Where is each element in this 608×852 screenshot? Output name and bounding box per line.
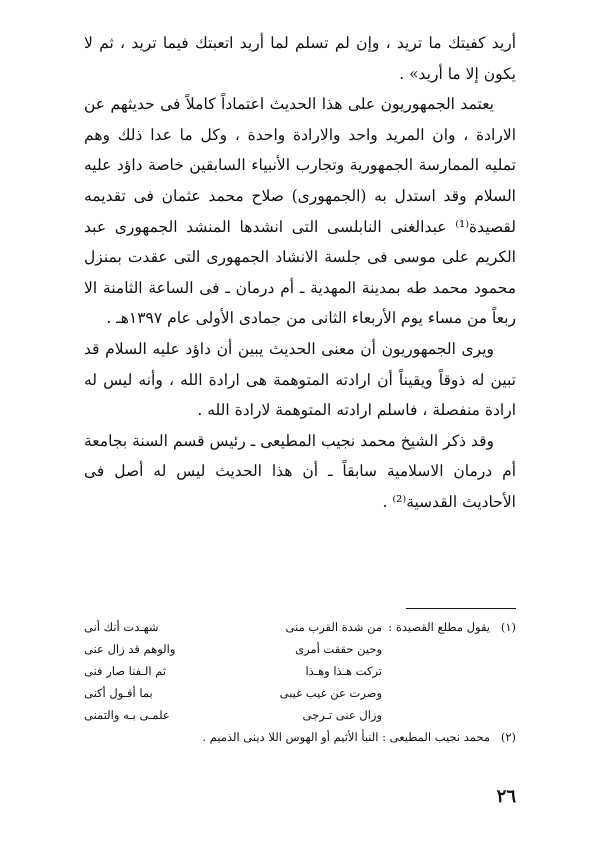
footnote-2 <box>84 726 516 748</box>
verse-first-hemistich: وزال عنى تـرجى <box>302 708 382 722</box>
verse-second-hemistich: والوهم قد زال عنى <box>84 642 176 656</box>
footnote-1 <box>84 616 516 638</box>
verse-second-hemistich: شهـدت أنك أنى <box>84 620 159 634</box>
verse-line <box>84 638 382 660</box>
footnotes <box>84 616 516 748</box>
verse-line <box>84 660 382 682</box>
verse-second-hemistich: علمـى بـه والتمنى <box>84 708 170 722</box>
paragraph: ويرى الجمهوريون أن معنى الحديث يبين أن داؤد عليه السلام قد تبين له ذوقاً ويقيناً أن ارادته المتوهمة هى ارادة الله ، وأنه ليس له ارادة منفصلة ، فاسلم ارادته المتوهمة لارادة الله . <box>84 339 516 420</box>
main-text <box>84 28 516 518</box>
page-number: ٢٦ <box>496 786 516 807</box>
footnote-lead: يقول مطلع القصيدة : <box>388 620 490 634</box>
paragraph: أريد كفيتك ما تريد ، وإن لم تسلم لما أريد اتعبتك فيما تريد ، ثم لا يكون إلا ما أريد» . <box>84 34 516 83</box>
verse-line <box>84 616 382 638</box>
footnote-marker: (١) <box>500 620 516 634</box>
verse-second-hemistich: بما أقـول أكنى <box>84 686 153 700</box>
paragraph: وقد ذكر الشيخ محمد نجيب المطيعى ـ رئيس قسم السنة بجامعة أم درمان الاسلامية سابقاً ـ أن هذا الحديث ليس له أصل فى الأحاديث القدسية⁽²⁾ . <box>84 431 516 511</box>
verse-first-hemistich: تركت هـذا وهـذا <box>305 664 382 678</box>
verse-second-hemistich: ثم الـفنا صار فنى <box>84 664 167 678</box>
verse-first-hemistich: وصرت عن غيب غيبى <box>279 686 382 700</box>
verse-line <box>84 704 382 726</box>
footnote-text: محمد نجيب المطيعى : النبأ الأثيم أو الهوس اللا دينى الذميم . <box>202 730 490 744</box>
footnote-marker: (٢) <box>500 730 516 744</box>
footnote-verse-row <box>84 660 516 682</box>
footnote-separator <box>406 608 516 609</box>
paragraph: يعتمد الجمهوريون على هذا الحديث اعتماداً كاملاً فى حديثهم عن الارادة ، وان المريد واحد والارادة واحدة ، وكل ما عدا ذلك وهم تمليه الممارسة الجمهورية وتجارب الأنبياء السابقين خاصة داؤد عليه السلام وقد استدل به (الجمهورى) صلاح محمد عثمان فى تقديمه لقصيدة⁽¹⁾ عبدالغنى النابلسى التى انشدها المنشد الجمهورى عبد الكريم على موسى فى جلسة الانشاد الجمهورى التى عقدت بمنزل محمود محمد طه بمدينة المهدية ـ أم درمان ـ فى الساعة الثامنة الا ربعاً من مساء يوم الأربعاء الثانى من جمادى الأولى عام ١٣٩٧هـ . <box>84 95 516 328</box>
verse-line <box>84 682 382 704</box>
footnote-verse-row <box>84 682 516 704</box>
footnote-verse-row <box>84 704 516 726</box>
verse-first-hemistich: من شدة القرب منى <box>285 620 382 634</box>
footnote-verse-row <box>84 638 516 660</box>
verse-first-hemistich: وحين حققت أمرى <box>295 642 382 656</box>
